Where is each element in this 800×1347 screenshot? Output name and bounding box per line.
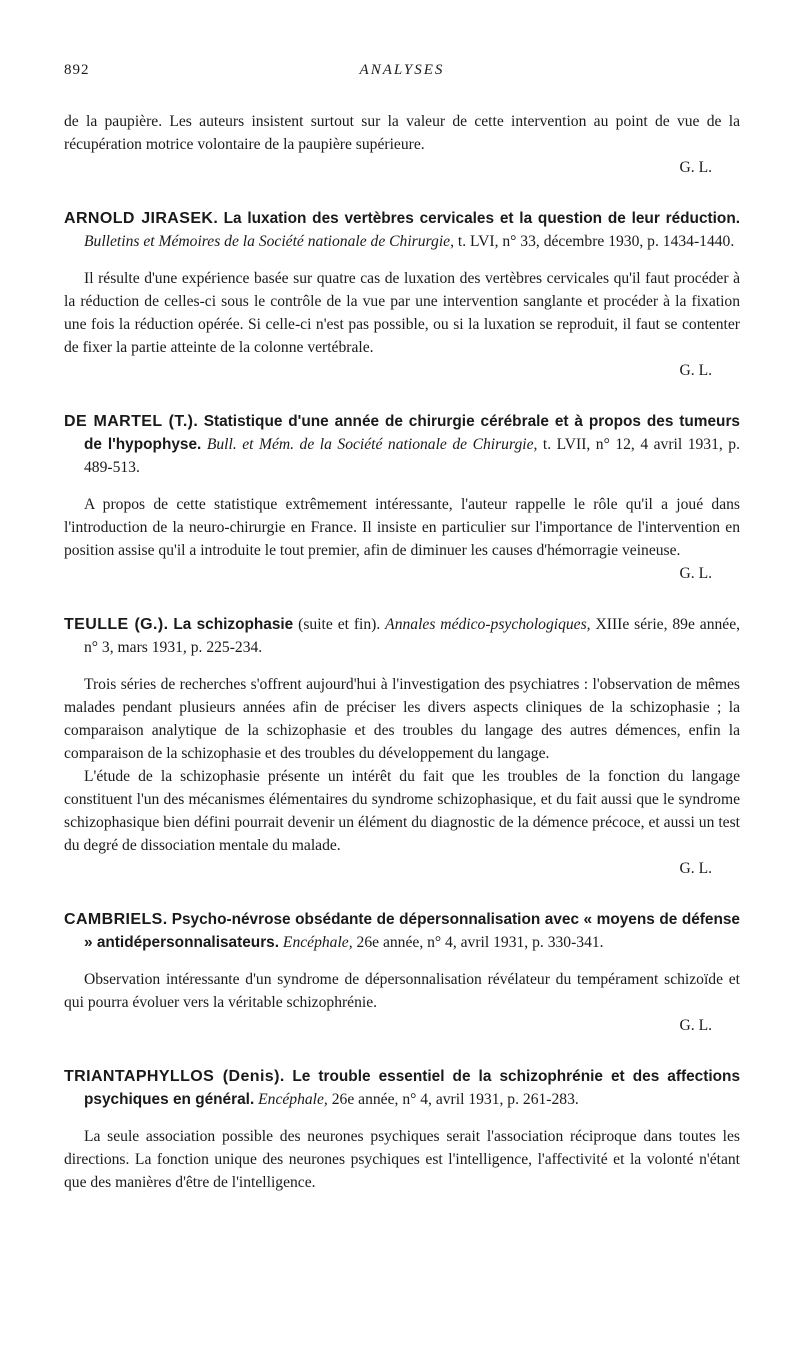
entry-heading [64, 908, 740, 954]
entry-title: Psycho-névrose obsédante de dépersonnalisation avec « moyens de défense » antidépersonnalisateurs. [84, 911, 740, 951]
entry-heading [64, 207, 740, 253]
entry-author: TEULLE (G.). [64, 616, 169, 633]
entry-paragraph: Observation intéressante d'un syndrome de dépersonnalisation révélateur du tempérament schizoïde et qui pourra évoluer vers la véritable schizophrénie. [64, 971, 740, 1011]
running-title: ANALYSES [359, 62, 445, 78]
entry-title: La luxation des vertèbres cervicales et la question de leur réduction. [223, 210, 740, 227]
entry-paragraph: A propos de cette statistique extrêmement intéressante, l'auteur rappelle le rôle qu'il a joué dans l'introduction de la neuro-chirurgie en France. Il insiste en particulier sur l'importance de l'intervention en position assise qu'il a introduite le tout premier, afin de diminuer les causes d'hémorragie veineuse. [64, 496, 740, 559]
entry-source: Bulletins et Mémoires de la Société nationale de Chirurgie, [84, 233, 454, 250]
entry-heading [64, 1065, 740, 1111]
page-body [64, 110, 740, 1194]
abstract-entry [64, 207, 740, 382]
entry-heading [64, 410, 740, 479]
entry-title: Statistique d'une année de chirurgie cérébrale et à propos des tumeurs de l'hypophyse. [84, 413, 740, 453]
entry-signature: G. L. [679, 1017, 712, 1034]
entry-title: La schizophasie [173, 616, 294, 633]
entry-source: Encéphale, [258, 1091, 328, 1108]
entry-signature: G. L. [679, 565, 712, 582]
abstract-entry [64, 1065, 740, 1194]
entry-author: ARNOLD JIRASEK. [64, 210, 219, 227]
intro-signature: G. L. [679, 159, 712, 176]
abstract-entry [64, 908, 740, 1037]
entry-author: DE MARTEL (T.). [64, 413, 199, 430]
entry-reference: 26e année, n° 4, avril 1931, p. 261-283. [331, 1091, 579, 1108]
entry-paragraph: Il résulte d'une expérience basée sur quatre cas de luxation des vertèbres cervicales qu'il faut procéder à la réduction de celles-ci sous le contrôle de la vue par une intervention sanglante et procéder à la fixation une fois la réduction opérée. Si celle-ci n'est pas possible, ou si la luxation se reproduit, il faut se contenter de fixer la partie atteinte de la colonne vertébrale. [64, 270, 740, 356]
entry-reference: XIIIe série, 89e année, n° 3, mars 1931, p. 225-234. [84, 616, 741, 656]
entry-paragraph: La seule association possible des neurones psychiques serait l'association réciproque dans toutes les directions. La fonction unique des neurones psychiques est l'intelligence, l'affectivité et la volonté n'étant que des manières d'être de l'intelligence. [64, 1128, 740, 1191]
running-head [64, 62, 740, 86]
entry-author: TRIANTAPHYLLOS (Denis). [64, 1068, 285, 1085]
abstract-entry [64, 410, 740, 585]
entry-paragraph: L'étude de la schizophasie présente un intérêt du fait que les troubles de la fonction du langage constituent l'un des mécanismes élémentaires du syndrome schizophasique, et du fait aussi que le syndrome schizophasique bien défini pourrait devenir un élément du diagnostic de la démence précoce, et aussi un test du degré de dissociation mentale du malade. [64, 768, 740, 854]
entry-source: Bull. et Mém. de la Société nationale de Chirurgie, [206, 436, 538, 453]
entry-source: Encéphale, [282, 934, 353, 951]
entry-source-note: (suite et fin). [298, 616, 381, 633]
page-number: 892 [64, 62, 90, 78]
entry-signature: G. L. [679, 362, 712, 379]
entry-reference: 26e année, n° 4, avril 1931, p. 330-341. [356, 934, 604, 951]
entry-heading [64, 613, 740, 659]
entry-source: Annales médico-psychologiques, [385, 616, 591, 633]
entry-title: Le trouble essentiel de la schizophrénie et des affections psychiques en général. [84, 1068, 740, 1108]
entry-reference: t. LVII, n° 12, 4 avril 1931, p. 489-513. [84, 436, 741, 476]
abstract-entry [64, 613, 740, 880]
entry-signature: G. L. [679, 860, 712, 877]
entry-reference: t. LVI, n° 33, décembre 1930, p. 1434-1440. [457, 233, 735, 250]
entry-paragraph: Trois séries de recherches s'offrent aujourd'hui à l'investigation des psychiatres : l'observation de mêmes malades pendant plusieurs années afin de préciser les divers aspects cliniques de la schizophasie ; la comparaison analytique de la schizophasie et des troubles du langage des autres démences, enfin la comparaison de la schizophasie et des troubles du développement du langage. [64, 676, 740, 762]
intro-paragraph: de la paupière. Les auteurs insistent surtout sur la valeur de cette intervention au point de vue de la récupération motrice volontaire de la paupière supérieure. [64, 113, 740, 153]
entry-author: CAMBRIELS. [64, 911, 168, 928]
